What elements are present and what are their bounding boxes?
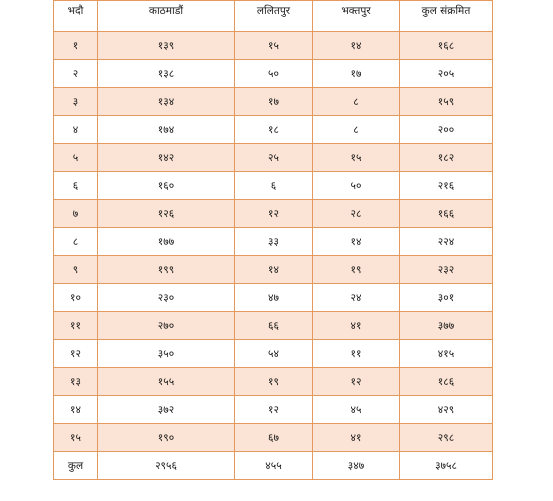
cell-bhaktapur: ११ [313, 340, 400, 368]
cell-ward: १३ [54, 368, 98, 396]
cell-ward: ७ [54, 200, 98, 228]
cell-kathmandu: १९० [98, 424, 235, 452]
cell-lalitpur: १२ [235, 200, 313, 228]
cell-lalitpur: १४ [235, 256, 313, 284]
cell-bhaktapur: ८ [313, 88, 400, 116]
table-row [54, 228, 493, 256]
cell-bhaktapur: १५ [313, 144, 400, 172]
cell-kathmandu: १६० [98, 172, 235, 200]
cell-bhaktapur: ८ [313, 116, 400, 144]
total-label: कुल [54, 452, 98, 480]
table-row [54, 396, 493, 424]
header-kathmandu: काठमाडौं [98, 1, 235, 32]
cell-total: २३२ [400, 256, 493, 284]
cell-total: २०५ [400, 60, 493, 88]
table-row [54, 60, 493, 88]
cell-lalitpur: १५ [235, 32, 313, 60]
cell-lalitpur: ६७ [235, 424, 313, 452]
cell-lalitpur: ५० [235, 60, 313, 88]
cell-total: २२४ [400, 228, 493, 256]
cell-ward: १ [54, 32, 98, 60]
cell-bhaktapur: १९ [313, 256, 400, 284]
cell-kathmandu: १७७ [98, 228, 235, 256]
cell-lalitpur: ५४ [235, 340, 313, 368]
covid-cases-table [53, 0, 493, 480]
cell-bhaktapur: १४ [313, 32, 400, 60]
cell-ward: ३ [54, 88, 98, 116]
cell-kathmandu: ३७२ [98, 396, 235, 424]
cell-bhaktapur: १४ [313, 228, 400, 256]
cell-bhaktapur: ४१ [313, 312, 400, 340]
total-kathmandu: २९५६ [98, 452, 235, 480]
cell-bhaktapur: ४५ [313, 396, 400, 424]
cell-ward: ८ [54, 228, 98, 256]
cell-lalitpur: ३३ [235, 228, 313, 256]
cell-total: २१६ [400, 172, 493, 200]
table-row [54, 312, 493, 340]
cell-bhaktapur: ५० [313, 172, 400, 200]
cell-lalitpur: १२ [235, 396, 313, 424]
cell-total: १५९ [400, 88, 493, 116]
cell-kathmandu: १७४ [98, 116, 235, 144]
cell-kathmandu: २७० [98, 312, 235, 340]
table-row [54, 144, 493, 172]
cell-bhaktapur: २४ [313, 284, 400, 312]
cell-lalitpur: ४७ [235, 284, 313, 312]
cell-total: १६८ [400, 32, 493, 60]
table-row [54, 368, 493, 396]
header-row [54, 1, 493, 32]
cell-lalitpur: १८ [235, 116, 313, 144]
header-ward: भदौ [54, 1, 98, 32]
cell-kathmandu: २३० [98, 284, 235, 312]
cell-ward: ५ [54, 144, 98, 172]
table-row [54, 200, 493, 228]
cell-kathmandu: १३९ [98, 32, 235, 60]
cell-total: ३०१ [400, 284, 493, 312]
cell-total: १६६ [400, 200, 493, 228]
cell-lalitpur: ६६ [235, 312, 313, 340]
table-row [54, 340, 493, 368]
table-row [54, 32, 493, 60]
cell-ward: १५ [54, 424, 98, 452]
cell-total: ३७७ [400, 312, 493, 340]
cell-total: २९८ [400, 424, 493, 452]
cell-total: १८६ [400, 368, 493, 396]
total-all: ३७५८ [400, 452, 493, 480]
total-row [54, 452, 493, 480]
cell-kathmandu: १४२ [98, 144, 235, 172]
cell-kathmandu: ३५० [98, 340, 235, 368]
cell-lalitpur: २५ [235, 144, 313, 172]
cell-bhaktapur: १२ [313, 368, 400, 396]
cell-ward: १४ [54, 396, 98, 424]
cell-total: २०० [400, 116, 493, 144]
header-total: कुल संक्रमित [400, 1, 493, 32]
cell-ward: २ [54, 60, 98, 88]
cell-kathmandu: १५५ [98, 368, 235, 396]
header-bhaktapur: भक्तपुर [313, 1, 400, 32]
cell-kathmandu: १२६ [98, 200, 235, 228]
cell-ward: १२ [54, 340, 98, 368]
table-row [54, 256, 493, 284]
table-row [54, 116, 493, 144]
cell-total: ४१५ [400, 340, 493, 368]
cell-bhaktapur: ४१ [313, 424, 400, 452]
cell-lalitpur: १९ [235, 368, 313, 396]
table-row [54, 172, 493, 200]
total-lalitpur: ४५५ [235, 452, 313, 480]
cell-kathmandu: १९९ [98, 256, 235, 284]
cell-ward: ९ [54, 256, 98, 284]
cell-kathmandu: १३८ [98, 60, 235, 88]
total-bhaktapur: ३४७ [313, 452, 400, 480]
cell-bhaktapur: २८ [313, 200, 400, 228]
cell-total: ४२९ [400, 396, 493, 424]
cell-lalitpur: १७ [235, 88, 313, 116]
cell-ward: १० [54, 284, 98, 312]
cell-bhaktapur: १७ [313, 60, 400, 88]
cell-kathmandu: १३४ [98, 88, 235, 116]
table-row [54, 424, 493, 452]
cell-ward: ६ [54, 172, 98, 200]
cell-ward: ११ [54, 312, 98, 340]
cell-ward: ४ [54, 116, 98, 144]
header-lalitpur: ललितपुर [235, 1, 313, 32]
cell-total: १८२ [400, 144, 493, 172]
table-row [54, 88, 493, 116]
cell-lalitpur: ६ [235, 172, 313, 200]
table-row [54, 284, 493, 312]
